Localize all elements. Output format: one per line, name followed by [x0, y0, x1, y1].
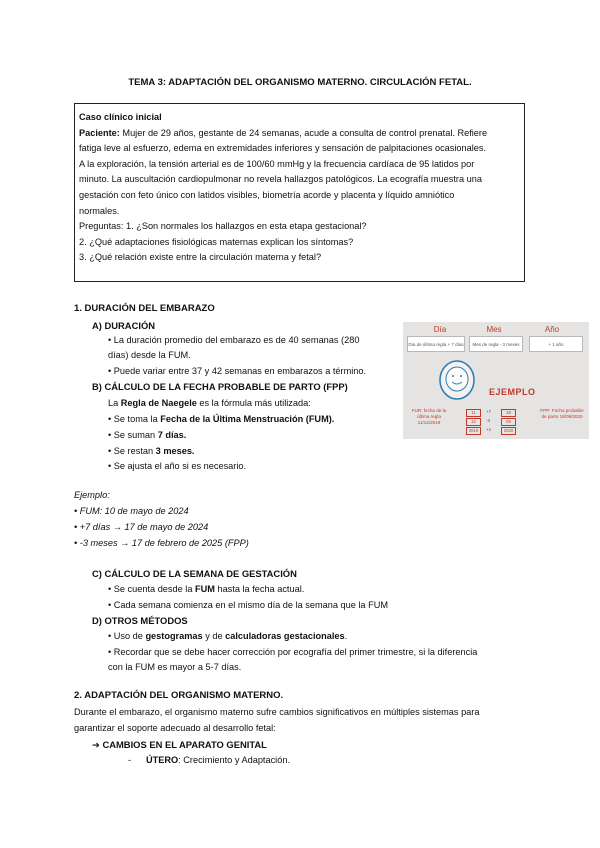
- subsection-a-heading: A) DURACIÓN: [92, 320, 156, 331]
- bullet: • La duración promedio del embarazo es de 40 semanas (280: [108, 335, 360, 345]
- bullet-continuation: días) desde la FUM.: [108, 350, 191, 360]
- case-line: A la exploración, la tensión arterial es de 100/60 mmHg y la frecuencia cardíaca de 95 latidos por: [79, 158, 475, 169]
- bullet: • Se ajusta el año si es necesario.: [108, 461, 247, 471]
- subsection-d-heading: D) OTROS MÉTODOS: [92, 615, 188, 626]
- example-line: • -3 meses → 17 de febrero de 2025 (FPP): [74, 538, 249, 548]
- section-2-heading: 2. ADAPTACIÓN DEL ORGANISMO MATERNO.: [74, 690, 284, 701]
- case-line: gestación con feto único con latidos visibles, biometría acorde y placenta y líquido amniótico: [79, 189, 455, 200]
- case-paragraph: Paciente: Mujer de 29 años, gestante de 24 semanas, acude a consulta de control prenatal. Refiere: [79, 127, 488, 138]
- infographic-box-mes: Mes de regla - 3 meses: [469, 336, 523, 352]
- infographic-box-dia: Día de última regla + 7 días: [407, 336, 465, 352]
- infographic-ejemplo: EJEMPLO: [489, 387, 536, 397]
- arrow-item-genital: ➔ CAMBIOS EN EL APARATO GENITAL: [92, 739, 267, 750]
- section-2-paragraph-cont: garantizar el soporte adecuado al desarrollo fetal:: [74, 723, 276, 733]
- naegele-infographic: [403, 322, 589, 439]
- grid-cell: 12: [466, 418, 481, 426]
- bullet: • Uso de gestogramas y de calculadoras gestacionales.: [108, 631, 348, 641]
- grid-cell: 2019: [466, 427, 481, 435]
- case-line: fatiga leve al esfuerzo, edema en extremidades inferiores y sensación de palpitaciones ocasionales.: [79, 143, 487, 154]
- grid-op: -3: [486, 418, 491, 423]
- bullet: • Se restan 3 meses.: [108, 446, 195, 456]
- bullet: • Se cuenta desde la FUM hasta la fecha actual.: [108, 584, 305, 594]
- naegele-intro: La Regla de Naegele es la fórmula más utilizada:: [108, 398, 311, 408]
- example-line: • +7 días → 17 de mayo de 2024: [74, 522, 209, 532]
- case-question: 2. ¿Qué adaptaciones fisiológicas maternas explican los síntomas?: [79, 236, 354, 247]
- grid-cell: 09: [501, 418, 516, 426]
- dash-bullet: -: [128, 755, 132, 765]
- infographic-col-dia: Día: [433, 325, 447, 334]
- patient-label: Paciente:: [79, 127, 120, 138]
- section-2-paragraph: Durante el embarazo, el organismo materno sufre cambios significativos en múltiples sistemas para: [74, 707, 480, 717]
- page-title: TEMA 3: ADAPTACIÓN DEL ORGANISMO MATERNO. CIRCULACIÓN FETAL.: [128, 77, 472, 88]
- section-1-heading: 1. DURACIÓN DEL EMBARAZO: [74, 303, 215, 314]
- grid-op: +7: [486, 409, 492, 414]
- utero-item: ÚTERO: Crecimiento y Adaptación.: [146, 755, 290, 765]
- bullet: • Puede variar entre 37 y 42 semanas en embarazos a término.: [108, 366, 367, 376]
- infographic-col-mes: Mes: [486, 325, 502, 334]
- case-heading: Caso clínico inicial: [79, 112, 162, 122]
- subsection-b-heading: B) CÁLCULO DE LA FECHA PROBABLE DE PARTO (FPP): [92, 381, 348, 392]
- grid-cell: 18: [501, 409, 516, 417]
- pregnant-belly-icon: [437, 358, 477, 402]
- example-label: Ejemplo:: [74, 490, 110, 500]
- bullet: • Recordar que se debe hacer corrección por ecografía del primer trimestre, si la diferencia: [108, 647, 478, 657]
- bullet: • Se toma la Fecha de la Última Menstruación (FUM).: [108, 414, 335, 424]
- case-question: Preguntas: 1. ¿Son normales los hallazgos en esta etapa gestacional?: [79, 221, 367, 232]
- grid-op: +1: [486, 427, 492, 432]
- subsection-c-heading: C) CÁLCULO DE LA SEMANA DE GESTACIÓN: [92, 568, 297, 579]
- infographic-fpp: FPP: Fecha probable de parto 18/09/2020: [540, 408, 584, 419]
- grid-cell: 11: [466, 409, 481, 417]
- case-line: minuto. La auscultación cardiopulmonar no revela hallazgos patológicos. La ecografía muestra una: [79, 174, 482, 185]
- clinical-case-box: [74, 103, 525, 282]
- infographic-fur: FUR: fecha de la última regla 11/12/2019: [411, 408, 447, 425]
- bullet: • Cada semana comienza en el mismo día de la semana que la FUM: [108, 600, 388, 610]
- infographic-col-ano: Año: [544, 325, 560, 334]
- bullet: • Se suman 7 días.: [108, 430, 187, 440]
- case-line: normales.: [79, 205, 120, 216]
- infographic-box-ano: + 1 año: [529, 336, 583, 352]
- example-line: • FUM: 10 de mayo de 2024: [74, 506, 189, 516]
- case-question: 3. ¿Qué relación existe entre la circulación materna y fetal?: [79, 252, 322, 263]
- grid-cell: 2020: [501, 427, 516, 435]
- bullet-continuation: con la FUM es mayor a 5-7 días.: [108, 662, 242, 672]
